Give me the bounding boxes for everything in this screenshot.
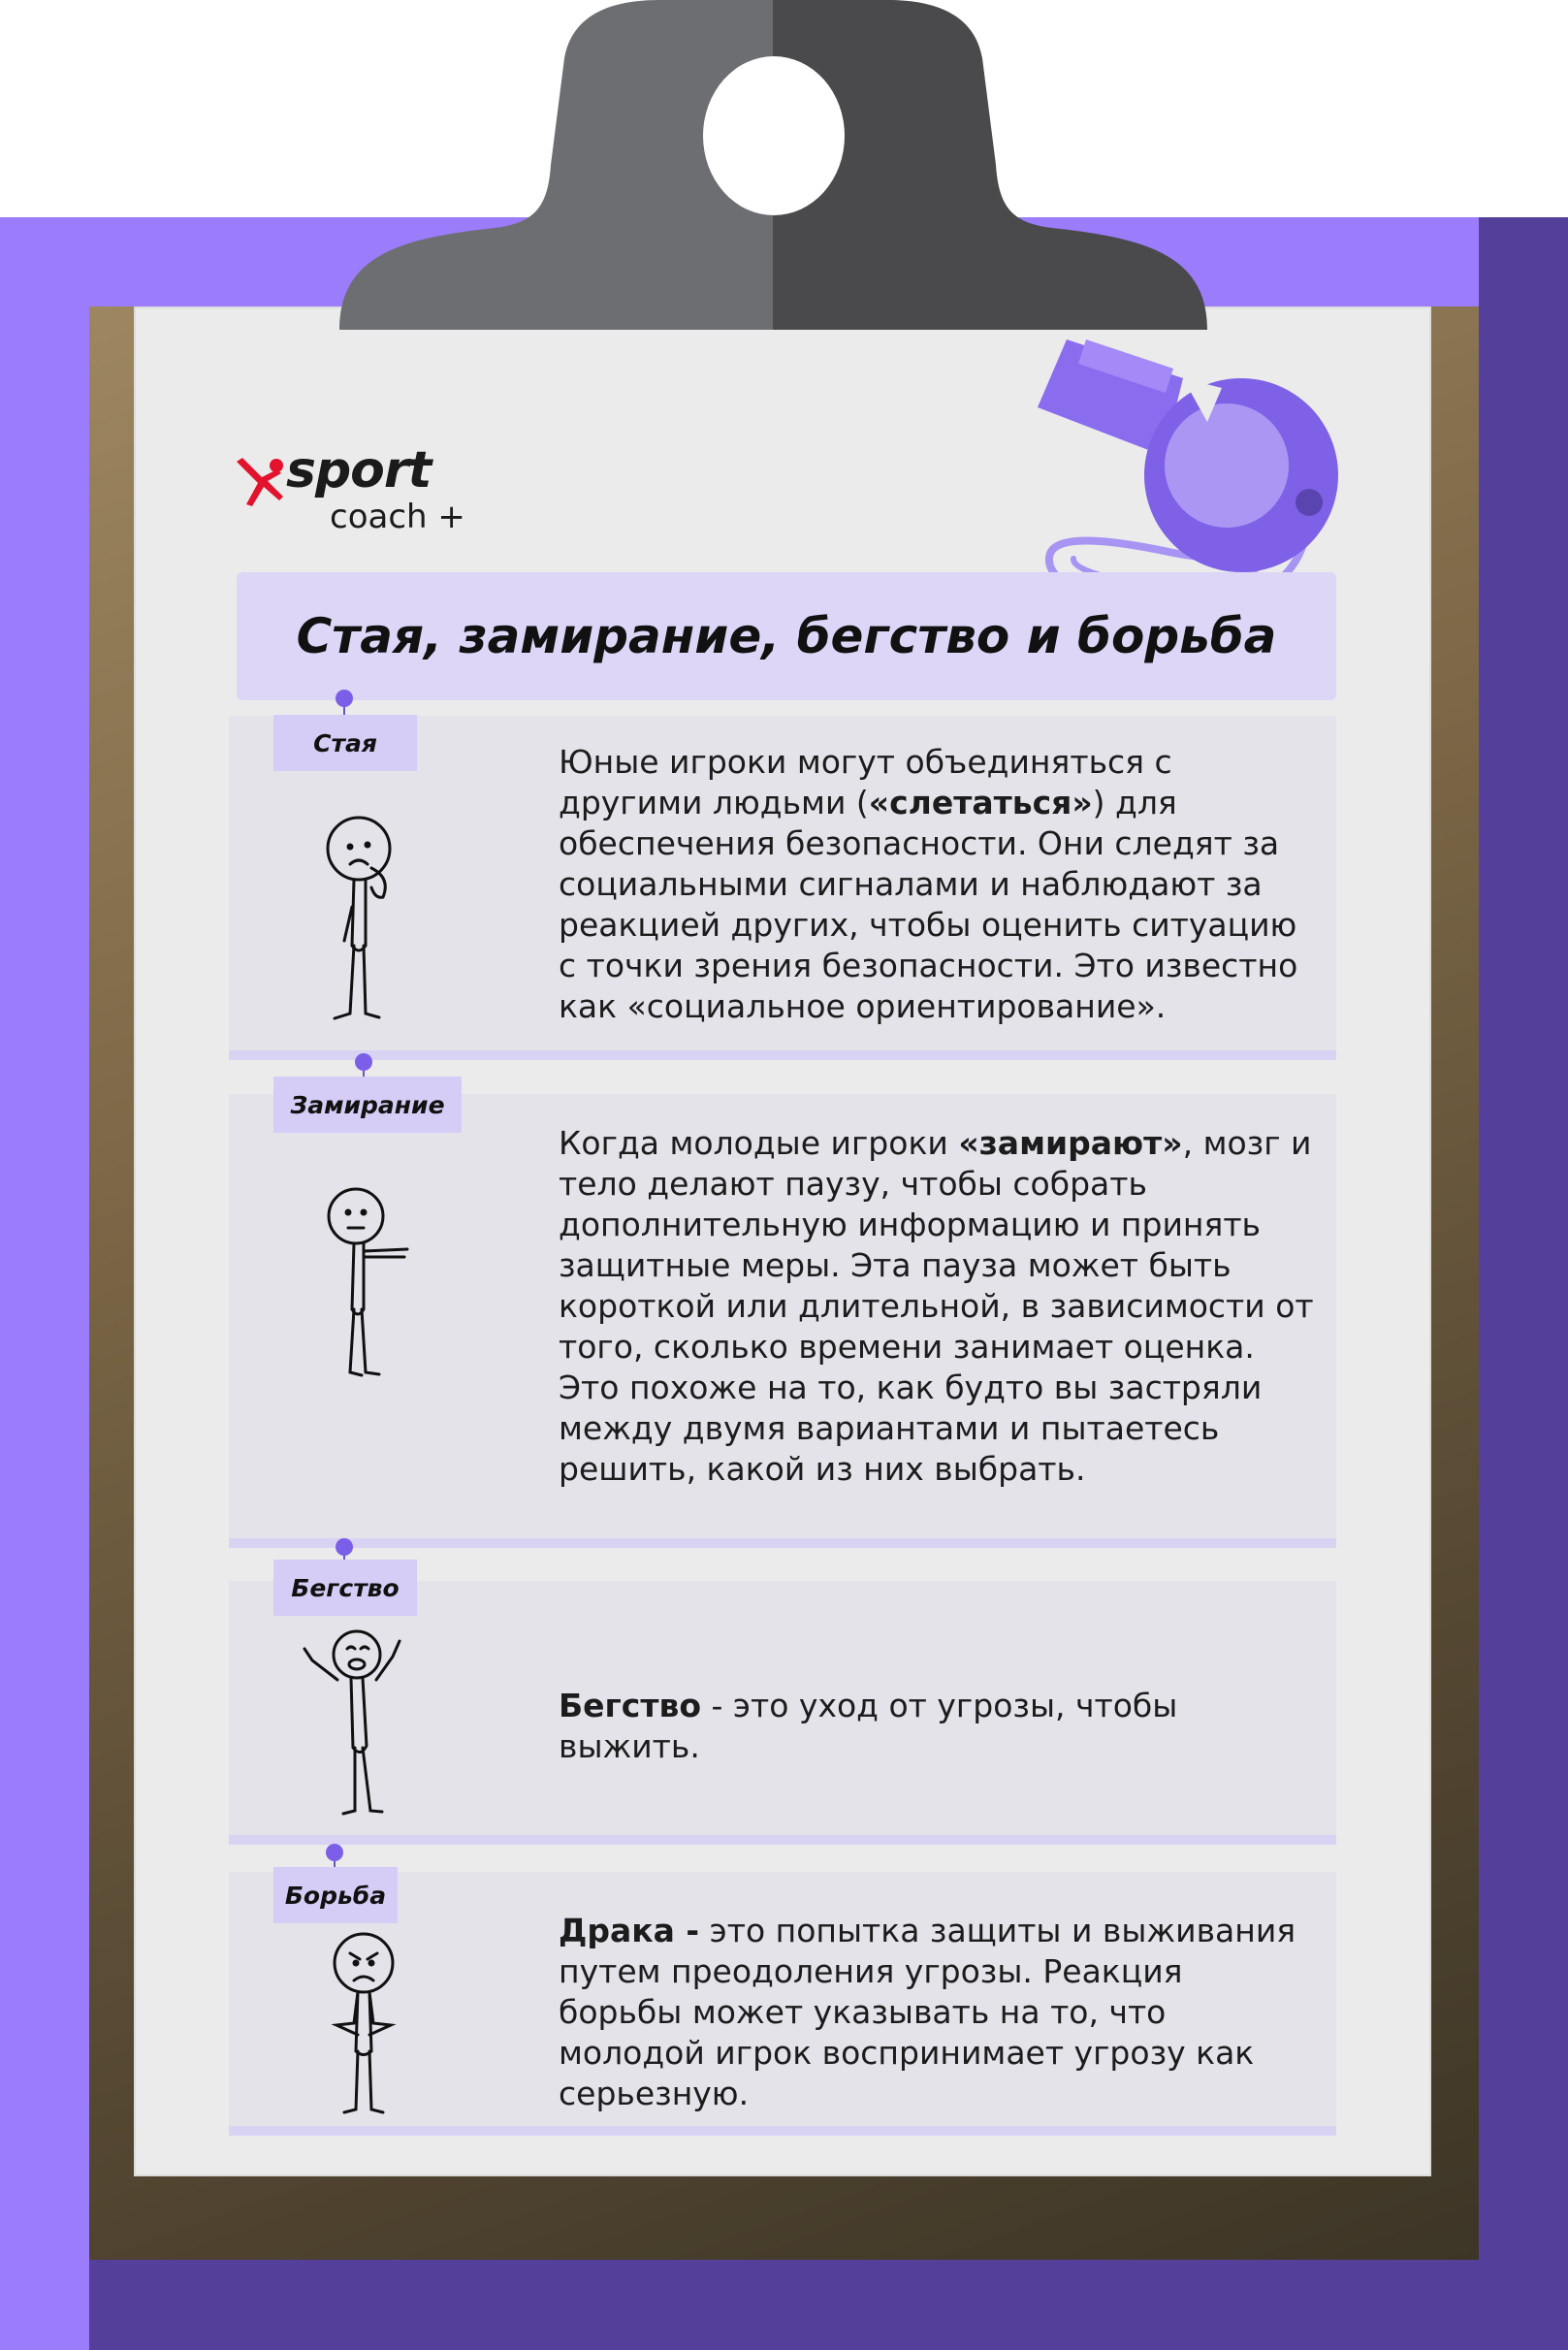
tag-freeze: Замирание	[273, 1077, 462, 1133]
section-fight-text: Драка - это попытка защиты и выживания путем преодоления угрозы. Реакция борьбы может указывать на то, что молодой игрок воспринимает угрозу как серьезную.	[559, 1912, 1296, 2112]
fleeing-stick-figure-icon	[301, 1622, 417, 1820]
logo-brand: sport	[286, 441, 432, 499]
tag-flock: Стая	[273, 715, 417, 771]
worried-stick-figure-icon	[315, 810, 412, 1028]
section-flight-text: Бегство - это уход от угрозы, чтобы выжить.	[559, 1687, 1178, 1765]
page-title: Стая, замирание, бегство и борьба	[296, 608, 1277, 664]
section-flock-text: Юные игроки могут объединяться с другими людьми («слетаться») для обеспечения безопасности. Они следят за социальными сигналами и наблюдают за реакцией других, чтобы оценить ситуацию с точки зрения безопасности. Это известно как «социальное ориентирование».	[559, 743, 1298, 1025]
logo-subtitle: coach +	[330, 498, 465, 536]
clipboard-clip-icon	[339, 0, 1207, 330]
purple-shadow-bottom	[89, 2260, 1568, 2350]
purple-shadow-right	[1479, 217, 1568, 2350]
angry-stick-figure-icon	[315, 1930, 412, 2124]
tag-fight: Борьба	[273, 1867, 398, 1923]
section-freeze-text: Когда молодые игроки «замирают», мозг и тело делают паузу, чтобы собрать дополнительную информацию и принять защитные меры. Эта пауза может быть короткой или длительной, в зависимости от того, сколько времени занимает оценка. Это похоже на то, как будто вы застряли между двумя вариантами и пытаетесь решить, какой из них выбрать.	[559, 1124, 1314, 1488]
sport-figure-logo-icon	[233, 454, 291, 512]
frozen-stick-figure-icon	[315, 1183, 422, 1387]
tag-flight: Бегство	[273, 1560, 417, 1616]
title-banner	[237, 572, 1336, 700]
